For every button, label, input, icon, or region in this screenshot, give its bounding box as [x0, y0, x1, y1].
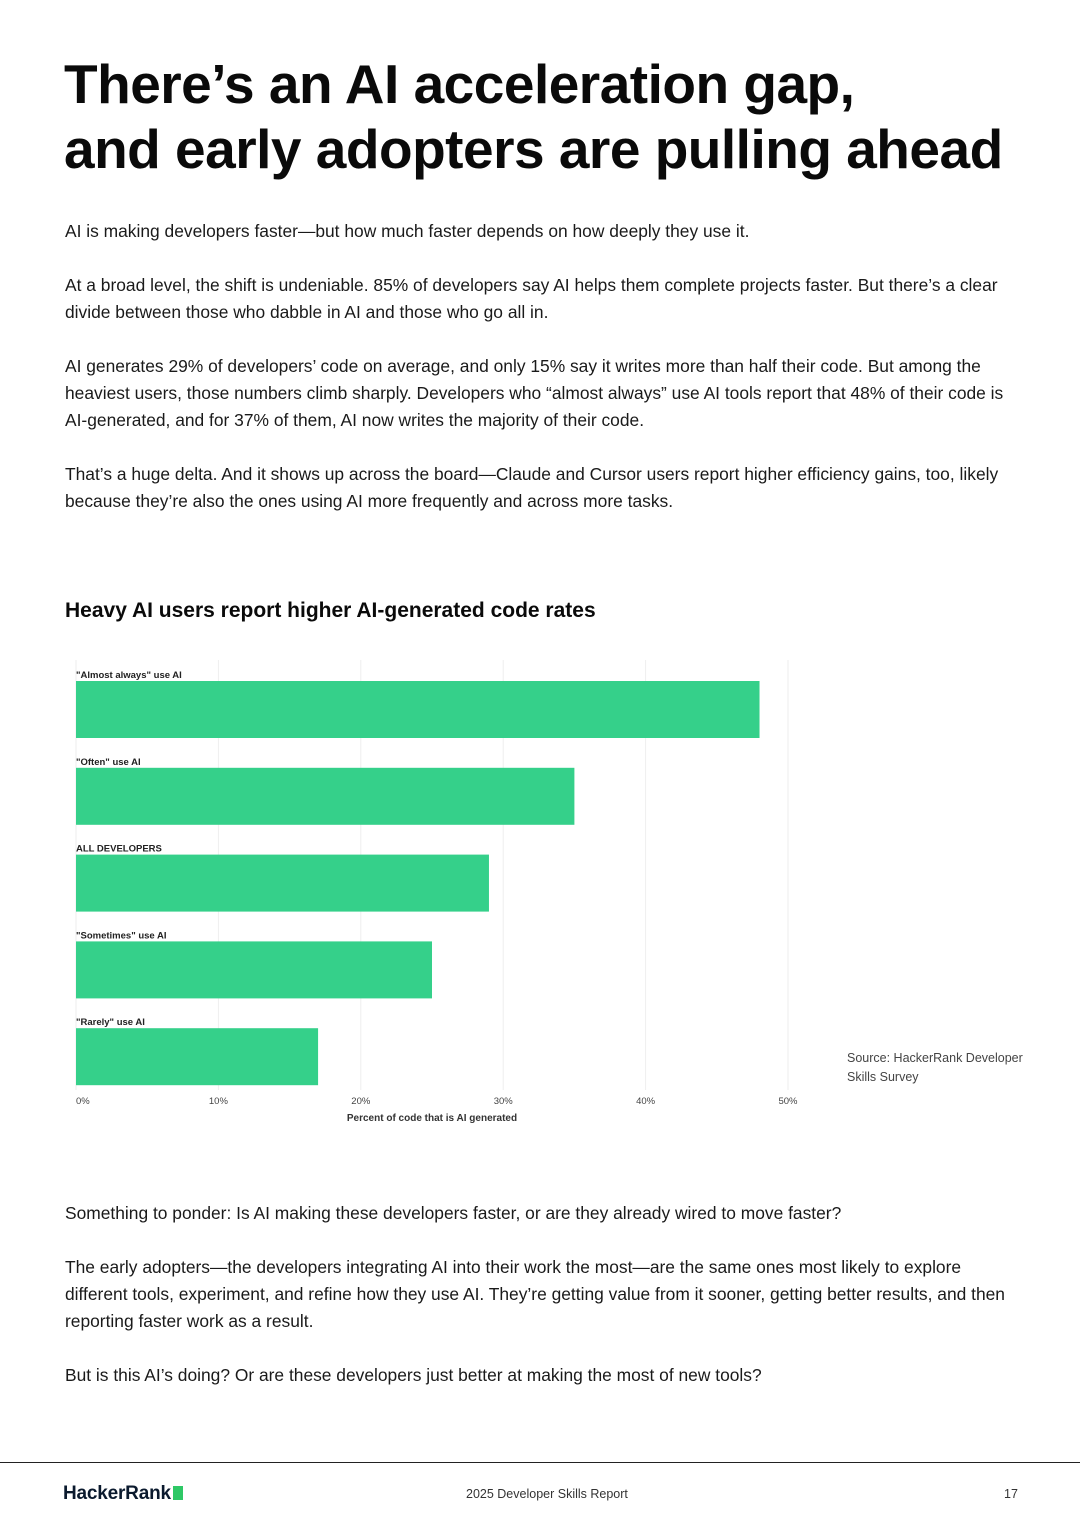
- outro-section: [65, 1200, 1025, 1416]
- chart-source: Source: HackerRank Developer Skills Survey: [847, 1051, 1023, 1084]
- chart-title: Heavy AI users report higher AI-generated code rates: [65, 599, 596, 622]
- hackerrank-logo: [63, 1483, 183, 1505]
- tick-label: 20%: [351, 1096, 371, 1107]
- x-axis-label: Percent of code that is AI generated: [346, 1113, 518, 1124]
- category-label: ALL DEVELOPERS: [76, 843, 162, 855]
- bar: [76, 768, 574, 825]
- bar: [76, 1028, 318, 1085]
- page-number: 17: [1004, 1487, 1018, 1501]
- intro-paragraph-4: That’s a huge delta. And it shows up across the board—Claude and Cursor users report higher efficiency gains, too, likely because they’re also the ones using AI more frequently and across more tasks.: [65, 464, 999, 511]
- bar: [76, 855, 489, 912]
- intro-paragraph-3: AI generates 29% of developers’ code on average, and only 15% say it writes more than half their code. But among the heaviest users, those numbers climb sharply. Developers who “almost always” use AI tools report that 48% of their code is AI-generated, and for 37% of them, AI now writes the majority of their code.: [65, 356, 1004, 430]
- tick-label: 50%: [778, 1096, 798, 1107]
- category-label: "Sometimes" use AI: [76, 930, 167, 942]
- tick-label: 10%: [208, 1096, 228, 1107]
- category-label: "Almost always" use AI: [76, 670, 182, 681]
- outro-paragraph-2: The early adopters—the developers integrating AI into their work the most—are the same ones most likely to explore different tools, experiment, and refine how they use AI. They’re getting value from it sooner, getting better results, and then reporting faster work as a result.: [65, 1257, 1005, 1331]
- tick-label: 0%: [76, 1096, 90, 1107]
- logo-text: HackerRank: [63, 1483, 171, 1504]
- intro-paragraph-1: AI is making developers faster—but how much faster depends on how deeply they use it.: [65, 221, 750, 241]
- intro-paragraph-2: At a broad level, the shift is undeniable. 85% of developers say AI helps them complete projects faster. But there’s a clear divide between those who dabble in AI and those who go all in.: [65, 275, 998, 322]
- footer-divider: [0, 1462, 1080, 1463]
- outro-paragraph-3: But is this AI’s doing? Or are these developers just better at making the most of new tools?: [65, 1365, 762, 1385]
- title-line-1: There’s an AI acceleration gap,: [64, 53, 855, 115]
- logo-mark-icon: [173, 1486, 183, 1500]
- bar: [76, 941, 432, 998]
- category-label: "Often" use AI: [76, 756, 141, 768]
- tick-label: 30%: [493, 1096, 513, 1107]
- report-name: 2025 Developer Skills Report: [466, 1487, 628, 1501]
- category-label: "Rarely" use AI: [76, 1017, 145, 1029]
- bar: [76, 681, 760, 738]
- tick-label: 40%: [636, 1096, 656, 1107]
- title-line-2: and early adopters are pulling ahead: [64, 118, 1003, 180]
- outro-paragraph-1: Something to ponder: Is AI making these developers faster, or are they already wired to move faster?: [65, 1203, 842, 1223]
